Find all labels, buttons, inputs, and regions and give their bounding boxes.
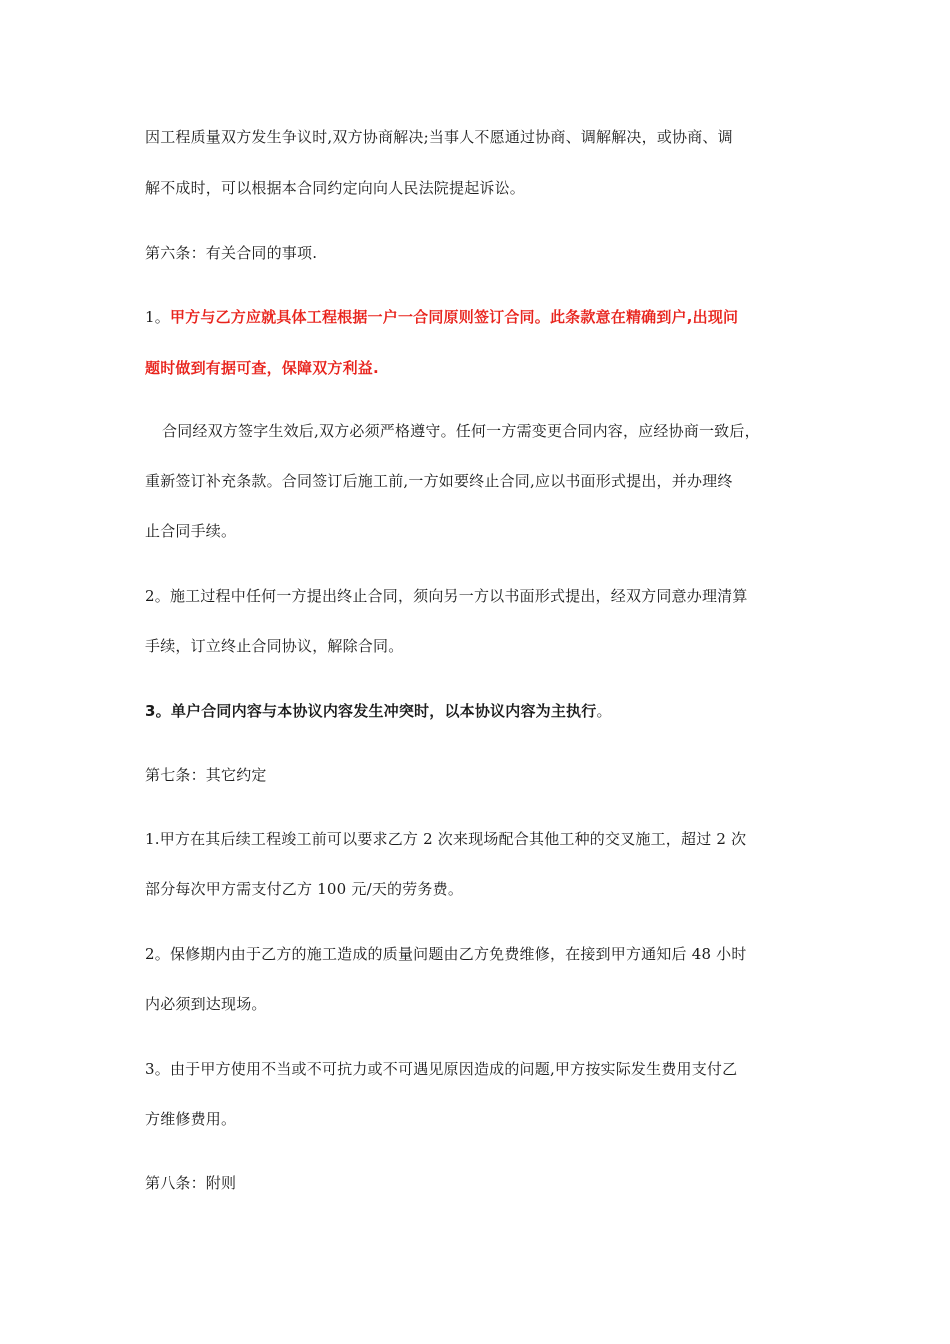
paragraph-line: 3。由于甲方使用不当或不可抗力或不可遇见原因造成的问题,甲方按实际发生费用支付乙 xyxy=(145,1060,738,1078)
paragraph-line: 1.甲方在其后续工程竣工前可以要求乙方 2 次来现场配合其他工种的交叉施工，超过 2 次 xyxy=(145,830,747,848)
paragraph-line: 方维修费用。 xyxy=(145,1110,237,1128)
bold-clause-text: 3。单户合同内容与本协议内容发生冲突时，以本协议内容为主执行 xyxy=(145,702,597,720)
highlighted-clause-text: 题时做到有据可查，保障双方利益. xyxy=(145,359,379,377)
paragraph-line: 因工程质量双方发生争议时,双方协商解决;当事人不愿通过协商、调解解决，或协商、调 xyxy=(145,128,733,146)
clause-line xyxy=(145,701,612,721)
paragraph-line: 止合同手续。 xyxy=(145,522,237,540)
clause-end-mark: 。 xyxy=(596,702,612,720)
section-heading: 第八条：附则 xyxy=(145,1174,237,1192)
clause-line xyxy=(145,307,738,327)
section-heading: 第六条：有关合同的事项. xyxy=(145,244,318,262)
clause-number: 1。 xyxy=(145,308,170,326)
highlighted-clause-text: 甲方与乙方应就具体工程根据一户一合同原则签订合同。此条款意在精确到户,出现问 xyxy=(169,308,739,326)
paragraph-line: 部分每次甲方需支付乙方 100 元/天的劳务费。 xyxy=(145,880,464,898)
paragraph-line: 2。施工过程中任何一方提出终止合同，须向另一方以书面形式提出，经双方同意办理清算 xyxy=(145,587,748,605)
paragraph-line: 重新签订补充条款。合同签订后施工前,一方如要终止合同,应以书面形式提出，并办理终 xyxy=(145,472,733,490)
paragraph-line: 解不成时，可以根据本合同约定向向人民法院提起诉讼。 xyxy=(145,179,526,197)
paragraph-line: 内必须到达现场。 xyxy=(145,995,267,1013)
paragraph-line: 手续，订立终止合同协议，解除合同。 xyxy=(145,637,404,655)
section-heading: 第七条：其它约定 xyxy=(145,766,267,784)
paragraph-line: 合同经双方签字生效后,双方必须严格遵守。任何一方需变更合同内容，应经协商一致后， xyxy=(162,422,760,440)
paragraph-line: 2。保修期内由于乙方的施工造成的质量问题由乙方免费维修，在接到甲方通知后 48 小时 xyxy=(145,945,747,963)
